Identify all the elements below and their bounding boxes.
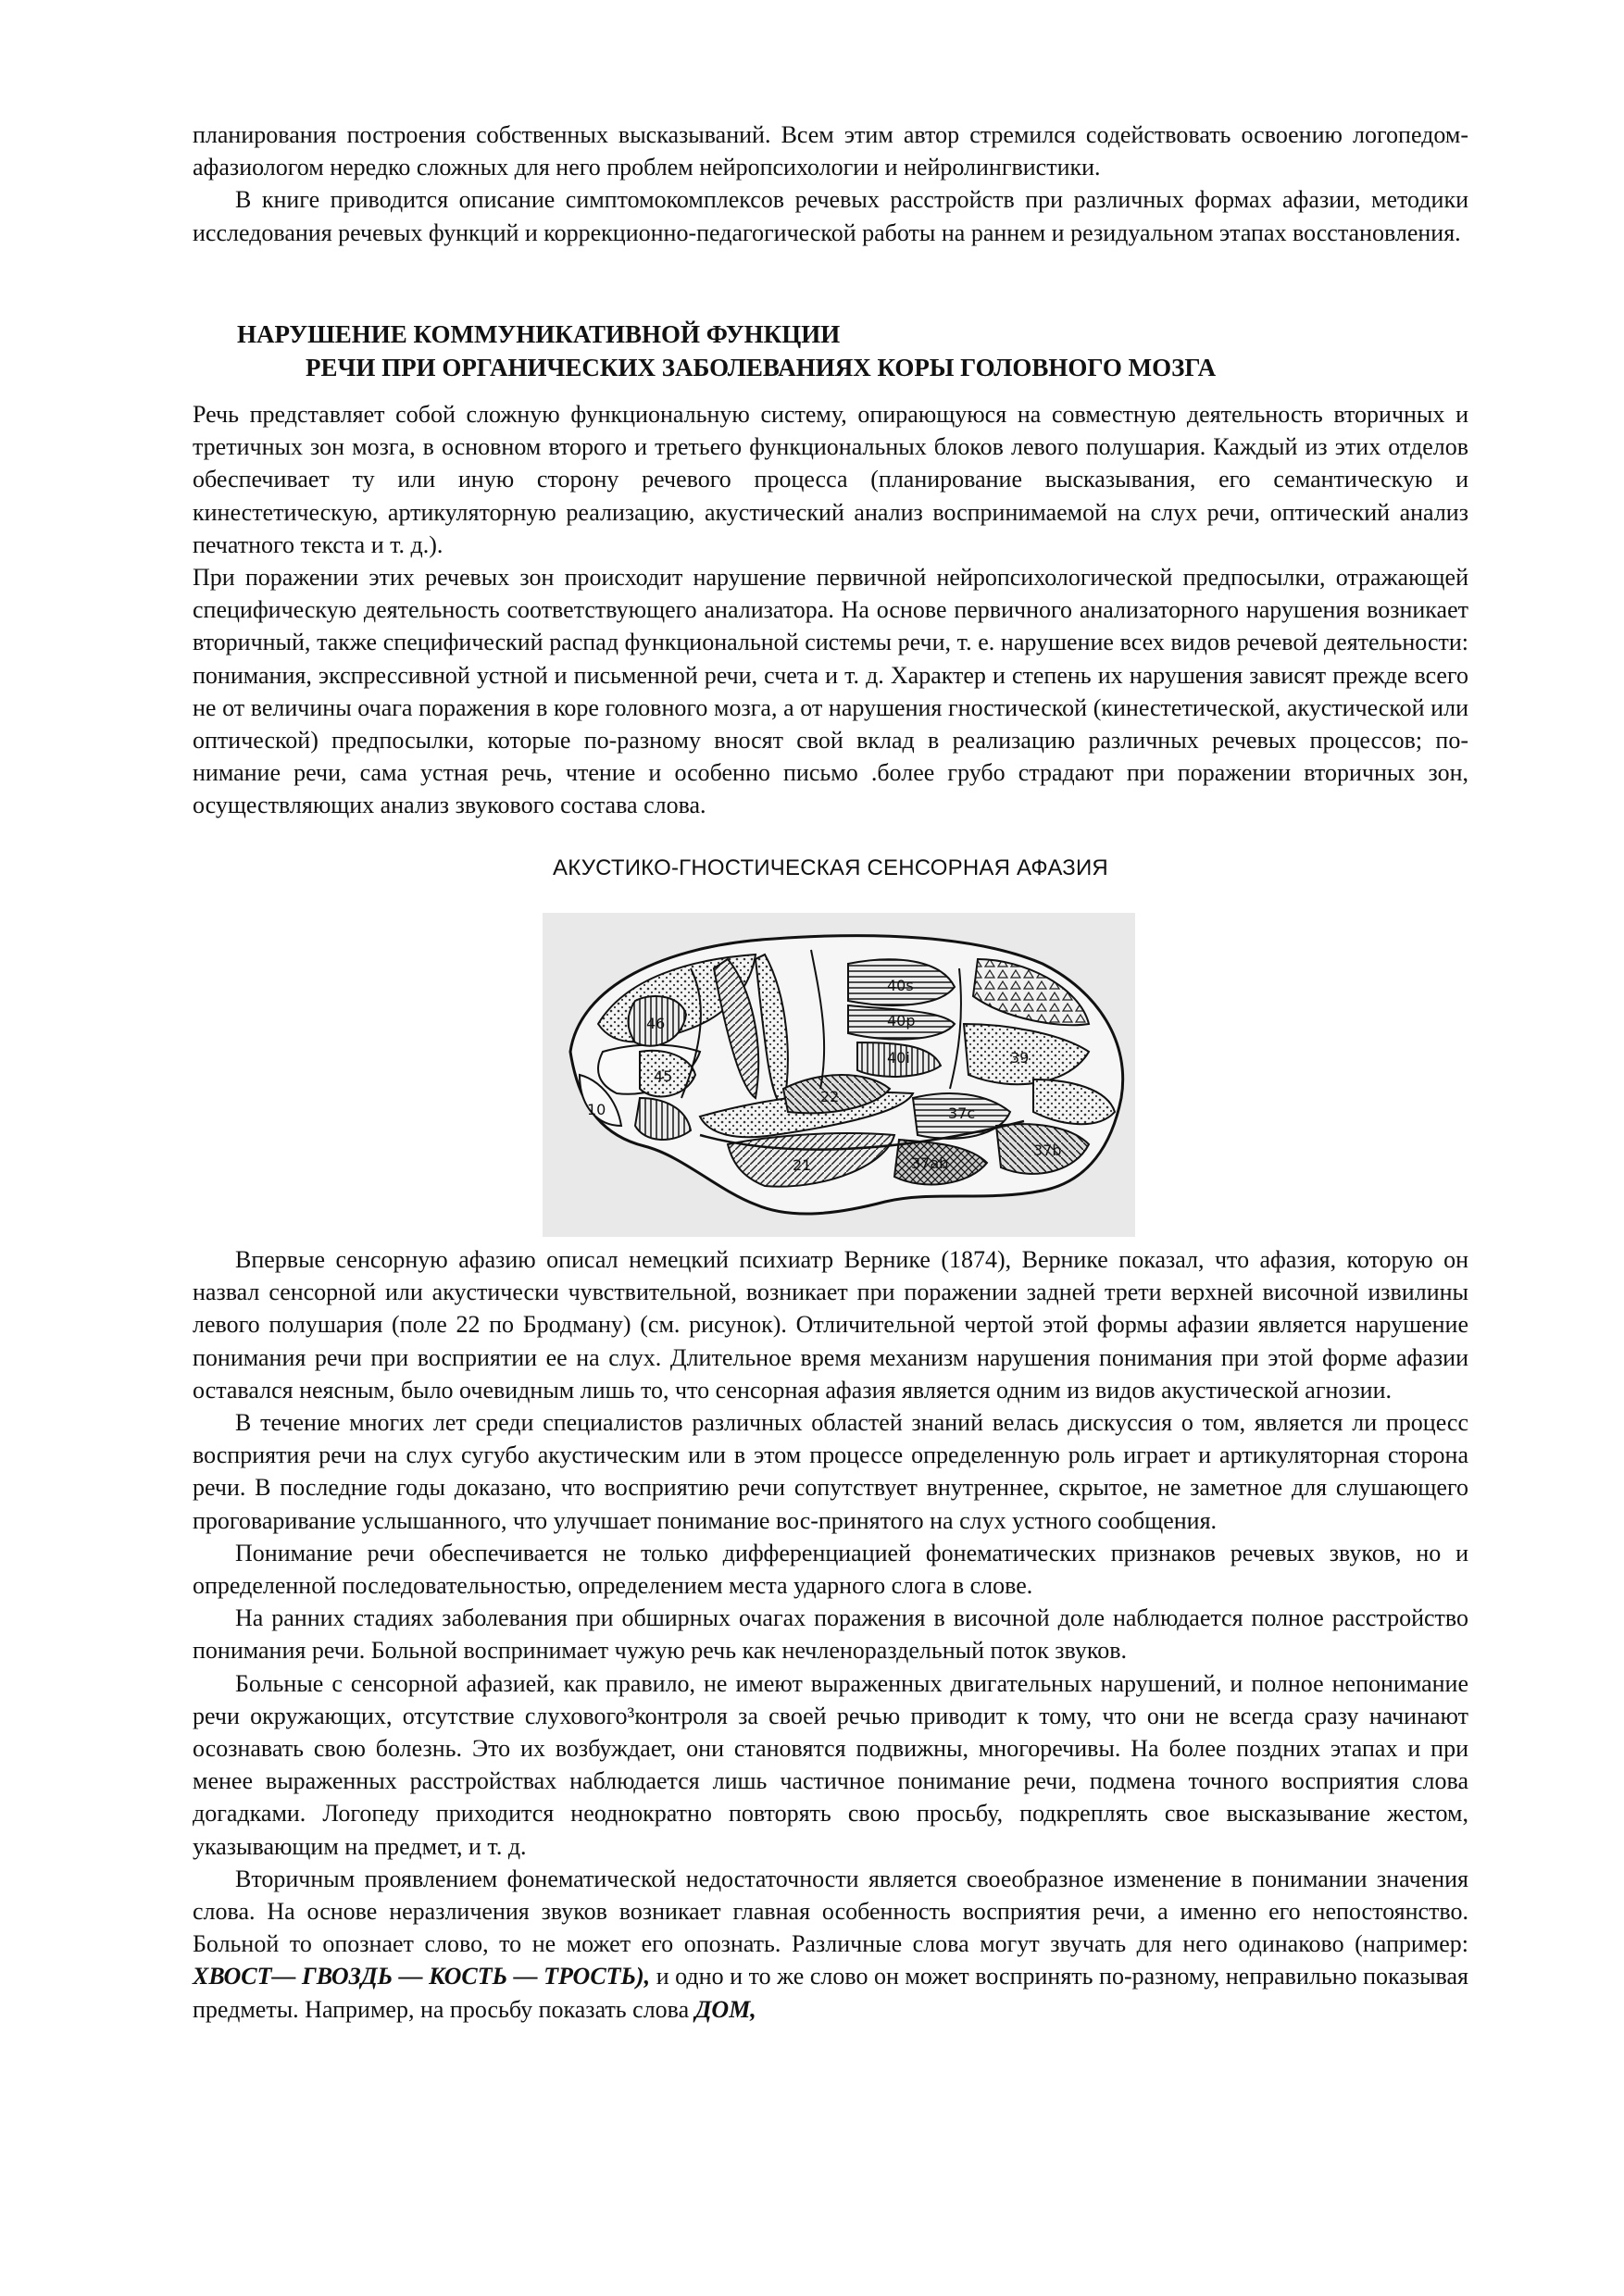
label-21: 21 [793, 1156, 812, 1174]
last-paragraph-text-1: Вторичным проявлением фонематической недостаточности является своеобразное изменение в понимании значения слова. На основе неразличения звуков возникает главная особенность восприятия речи, а именно его непостоянство. Больной то опознает слово, то не может его опознать. Различные слова могут звучать для него одинаково (например: [193, 1865, 1468, 1958]
word-example-dom: ДОМ, [694, 1995, 756, 2023]
brain-figure [543, 913, 1135, 1237]
section-heading-line-1: НАРУШЕНИЕ КОММУНИКАТИВНОЙ ФУНКЦИИ [237, 320, 841, 348]
section-block [193, 398, 1468, 822]
label-10: 10 [587, 1101, 606, 1118]
body-paragraph-3: Понимание речи обеспечивается не только дифференциацией фонематических признаков речевых звуков, но и определенной последовательностью, определением места ударного слога в слове. [193, 1539, 1468, 1600]
section-paragraph-2: При поражении этих речевых зон происходит нарушение первичной нейропсихологической предпосылки, отражающей специфическую деятельность соответствующего анализатора. На основе первичного анализаторного нарушения возникает вторичный, также специфический распад функциональной системы речи, т. е. нарушение всех видов речевой деятельности: понимания, экспрессивной устной и письменной речи, счета и т. д. Характер и степень их нарушения зависят прежде всего не от величины очага поражения в коре головного мозга, а от нарушения гностической (кинестетической, акустической или оптической) предпосылки, которые по-разному вносят свой вклад в реализацию различных речевых процессов; по-нимание речи, сама устная речь, чтение и особенно письмо .более грубо страдают при поражении вторичных зон, осуществляющих анализ звукового состава слова. [193, 564, 1468, 819]
subheading: АКУСТИКО-ГНОСТИЧЕСКАЯ СЕНСОРНАЯ АФАЗИЯ [553, 855, 1108, 880]
label-22: 22 [820, 1088, 840, 1105]
label-37ab: 37ab [911, 1154, 949, 1172]
brain-diagram [543, 913, 1135, 1237]
label-40p: 40p [887, 1012, 916, 1029]
body-paragraph-1: Впервые сенсорную афазию описал немецкий психиатр Вернике (1874), Вернике показал, что афазия, которую он назвал сенсорной или акустически чувствительной, возникает при поражении задней трети верхней височной извилины левого полушария (поле 22 по Бродману) (см. рисунок). Отличительной чертой этой формы афазии является нарушение понимания речи при восприятии ее на слух. Длительное время механизм нарушения понимания при этой форме афазии оставался неясным, было очевидным лишь то, что сенсорная афазия является одним из видов акустической агнозии. [193, 1246, 1468, 1404]
label-40s: 40s [887, 977, 914, 994]
intro-paragraph-1: планирования построения собственных высказываний. Всем этим автор стремился содействовать освоению логопедом-афазиологом нередко сложных для него проблем нейропсихологии и нейролингвистики. [193, 121, 1468, 181]
label-45: 45 [654, 1067, 673, 1085]
body-paragraph-5: Больные с сенсорной афазией, как правило, не имеют выраженных двигательных нарушений, и полное непонимание речи окружающих, отсутствие слухового³контроля за своей речью приводит к тому, что они не всегда сразу начинают осознавать свою болезнь. Это их возбуждает, они становятся подвижны, многоречивы. На более поздних этапах и при менее выраженных расстройствах наблюдается лишь частичное понимание речи, подмена точного восприятия слова догадками. Логопеду приходится неоднократно повторять свою просьбу, подкреплять свое высказывание жестом, указывающим на предмет, и т. д. [193, 1669, 1468, 1860]
last-paragraph-text-2: и одно и то же слово он может воспринять по-разному, неправильно показывая предметы. Например, на просьбу показать слова [193, 1963, 1468, 2023]
label-39: 39 [1010, 1049, 1030, 1067]
label-46: 46 [646, 1015, 666, 1032]
body-paragraph-6 [193, 1863, 1468, 2026]
label-37c: 37c [948, 1104, 976, 1122]
intro-paragraph-2: В книге приводится описание симптомокомплексов речевых расстройств при различных формах афазии, методики исследования речевых функций и коррекционно-педагогической работы на раннем и резидуальном этапах восстановления. [193, 186, 1468, 246]
word-list-example: ХВОСТ— ГВОЗДЬ — КОСТЬ — ТРОСТЬ), [193, 1963, 651, 1990]
intro-block [193, 119, 1468, 249]
section-paragraph-1: Речь представляет собой сложную функциональную систему, опирающуюся на совместную деятельность вторичных и третичных зон мозга, в основном второго и третьего функциональных блоков левого полушария. Каждый из этих отделов обеспечивает ту или иную сторону речевого процесса (планирование высказывания, его семантическую и кинестетическую, артикуляторную реализацию, акустический анализ воспринимаемой на слух речи, оптический анализ печатного текста и т. д.). [193, 401, 1468, 558]
section-heading-line-2: РЕЧИ ПРИ ОРГАНИЧЕСКИХ ЗАБОЛЕВАНИЯХ КОРЫ ГОЛОВНОГО МОЗГА [306, 354, 1217, 381]
label-37b: 37b [1033, 1142, 1062, 1159]
body-block [193, 1243, 1468, 2026]
body-paragraph-2: В течение многих лет среди специалистов различных областей знаний велась дискуссия о том, является ли процесс восприятия речи на слух сугубо акустическим или в этом процессе определенную роль играет и артикуляторная сторона речи. В последние годы доказано, что восприятию речи сопутствует внутреннее, скрытое, не заметное для слушающего проговаривание услышанного, что улучшает понимание вос-принятого на слух устного сообщения. [193, 1409, 1468, 1534]
body-paragraph-4: На ранних стадиях заболевания при обширных очагах поражения в височной доле наблюдается полное расстройство понимания речи. Больной воспринимает чужую речь как нечленораздельный поток звуков. [193, 1604, 1468, 1665]
label-40i: 40i [887, 1049, 910, 1067]
